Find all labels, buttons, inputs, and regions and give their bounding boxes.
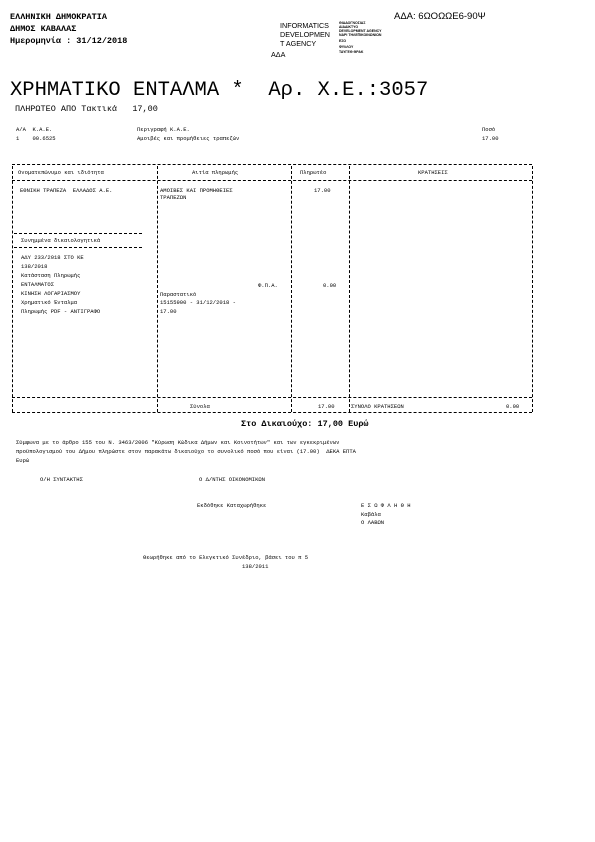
doc-item: Χρηματικό Ένταλμα — [21, 299, 78, 306]
director-signature: Ο Δ/ΝΤΗΣ ΟΙΚΟΝΟΜΙΚΩΝ — [199, 476, 266, 483]
registered-label: Εκδόθηκε Καταχωρήθηκε — [197, 502, 267, 509]
total-deductions-label: ΣΥΝΟΛΟ ΚΡΑΤΗΣΕΩΝ — [351, 403, 404, 410]
total-deductions-value: 0.00 — [506, 403, 520, 410]
kae-row-desc: Αμοιβές και προμήθειες τραπεζών — [137, 135, 240, 142]
docs-title: Συνημμένα δικαιολογητικά — [21, 237, 101, 244]
city-label: Καβάλα — [361, 511, 381, 518]
docs-bottom-rule — [14, 247, 142, 248]
kae-header-desc: Περιγραφή Κ.Α.Ε. — [137, 126, 190, 133]
beneficiary-total: Στο Δικαιούχο: 17,00 Ευρώ — [241, 419, 369, 429]
logo-ada: ΑΔΑ — [271, 50, 286, 59]
table-top-rule — [12, 164, 532, 165]
municipality-name: ΔΗΜΟΣ ΚΑΒΑΛΑΣ — [10, 24, 77, 34]
document-ref-1: Παραστατικό — [160, 291, 197, 298]
logo-small-3: DEVELOPMENT AGENCY — [339, 29, 382, 33]
ada-code: ΑΔΑ: 6ΩΟΩΩΕ6-90Ψ — [394, 11, 486, 22]
audit-number: 138/2011 — [242, 563, 269, 570]
document-ref-3: 17.00 — [160, 308, 177, 315]
logo-small-5: ΕΣΟ — [339, 39, 347, 43]
doc-item: ΕΝΤΑΛΜΑΤΟΣ — [21, 281, 55, 288]
logo-small-7: ΤΑΥΓΕΘ ΘΡΑΚ — [339, 50, 364, 54]
totals-label: Σύνολα — [190, 403, 210, 410]
table-header-rule — [12, 180, 532, 181]
vat-label: Φ.Π.Α. — [258, 282, 278, 289]
doc-item: ΚΙΝΗΣΗ ΛΟΓΑΡΙΑΣΜΟΥ — [21, 290, 81, 297]
legal-line-3: Ευρώ — [16, 457, 30, 464]
doc-item: 138/2018 — [21, 263, 48, 270]
logo-small-2: ΔΙΑΔΙΚΤΥΟ — [339, 25, 359, 29]
logo-line-1: INFORMATICS — [280, 21, 329, 30]
logo-small-4: ΝΑΡΙ ΤΗΛΕΠΙΚΟΙΝΩΝΙΩΝ — [339, 33, 382, 37]
doc-item: Πληρωμής PDF - ΑΝΤΙΓΡΑΦΟ — [21, 308, 101, 315]
kae-header-aa: Α/Α Κ.Α.Ε. — [16, 126, 53, 133]
col-header-deductions: ΚΡΑΤΗΣΕΙΣ — [418, 169, 448, 176]
payment-reason-2: ΤΡΑΠΕΖΩΝ — [160, 194, 187, 201]
legal-line-1: Σύμφωνα με το άρθρο 155 του Ν. 3463/2006 "Κύρωση Κώδικα Δήμων και Κοινοτήτων" και των εγκεκριμένων — [16, 439, 340, 446]
legal-line-2: προϋπολογισμού του Δήμου πληρώστε στον παρακάτω δικαιούχο το συνολικό ποσό που είναι (17.00) ΔΕΚΑ ΕΠΤΑ — [16, 448, 356, 455]
table-col-1 — [157, 166, 158, 412]
table-col-right — [532, 166, 533, 412]
page-title: ΧΡΗΜΑΤΙΚΟ ΕΝΤΑΛΜΑ * Αρ. Χ.Ε.:3057 — [10, 79, 429, 102]
country-name: ΕΛΛΗΝΙΚΗ ΔΗΜΟΚΡΑΤΙΑ — [10, 12, 107, 22]
table-col-left — [12, 166, 13, 412]
treasurer-label: Ε Σ Ω Φ Λ Η Θ Η — [361, 502, 411, 509]
kae-header-amount: Ποσό — [482, 126, 496, 133]
payable-amount: 17.00 — [314, 187, 331, 194]
logo-line-2: DEVELOPMEN — [280, 30, 330, 39]
document-ref-2: 15155900 - 31/12/2018 - — [160, 299, 236, 306]
logo-small-1: ΘΙΑΔΟΓΝΟΣΙΑΣ — [339, 21, 366, 25]
totals-value: 17.00 — [318, 403, 335, 410]
table-col-3 — [349, 166, 350, 412]
docs-top-rule — [14, 233, 142, 234]
doc-item: ΑΔΥ 233/2018 ΣΤΟ ΚΕ — [21, 254, 84, 261]
col-header-reason: Αιτία πληρωμής — [192, 169, 239, 176]
composer-signature: Ο/Η ΣΥΝΤΑΚΤΗΣ — [40, 476, 83, 483]
table-col-2 — [291, 166, 292, 412]
col-header-payable: Πληρωτέο — [300, 169, 327, 176]
vat-value: 0.00 — [323, 282, 337, 289]
document-date: Ημερομηνία : 31/12/2018 — [10, 36, 128, 46]
kae-row-amount: 17.00 — [482, 135, 499, 142]
logo-line-3: T AGENCY — [280, 39, 317, 48]
recipient-label: Ο ΛΑΒΩΝ — [361, 519, 385, 526]
payable-from: ΠΛΗΡΩΤΕΟ ΑΠΟ Τακτικά 17,00 — [15, 104, 158, 114]
doc-item: Κατάσταση Πληρωμής — [21, 272, 81, 279]
logo-small-6: ΦΥΛΛΟΥ — [339, 45, 354, 49]
payment-reason-1: ΑΜΟΙΒΕΣ ΚΑΙ ΠΡΟΜΗΘΕΙΕΣ — [160, 187, 233, 194]
beneficiary-name: ΕΘΝΙΚΗ ΤΡΑΠΕΖΑ ΕΛΛΑΔΟΣ Α.Ε. — [20, 187, 113, 194]
kae-row-aa: 1 00.6525 — [16, 135, 56, 142]
table-bottom-rule — [12, 412, 532, 413]
col-header-name: Ονοματεπώνυμο και ιδιότητα — [18, 169, 104, 176]
audit-note: Θεωρήθηκε από το Ελεγκτικό Συνέδριο, βάσει του π 5 — [143, 554, 309, 561]
table-body-rule — [12, 397, 532, 398]
